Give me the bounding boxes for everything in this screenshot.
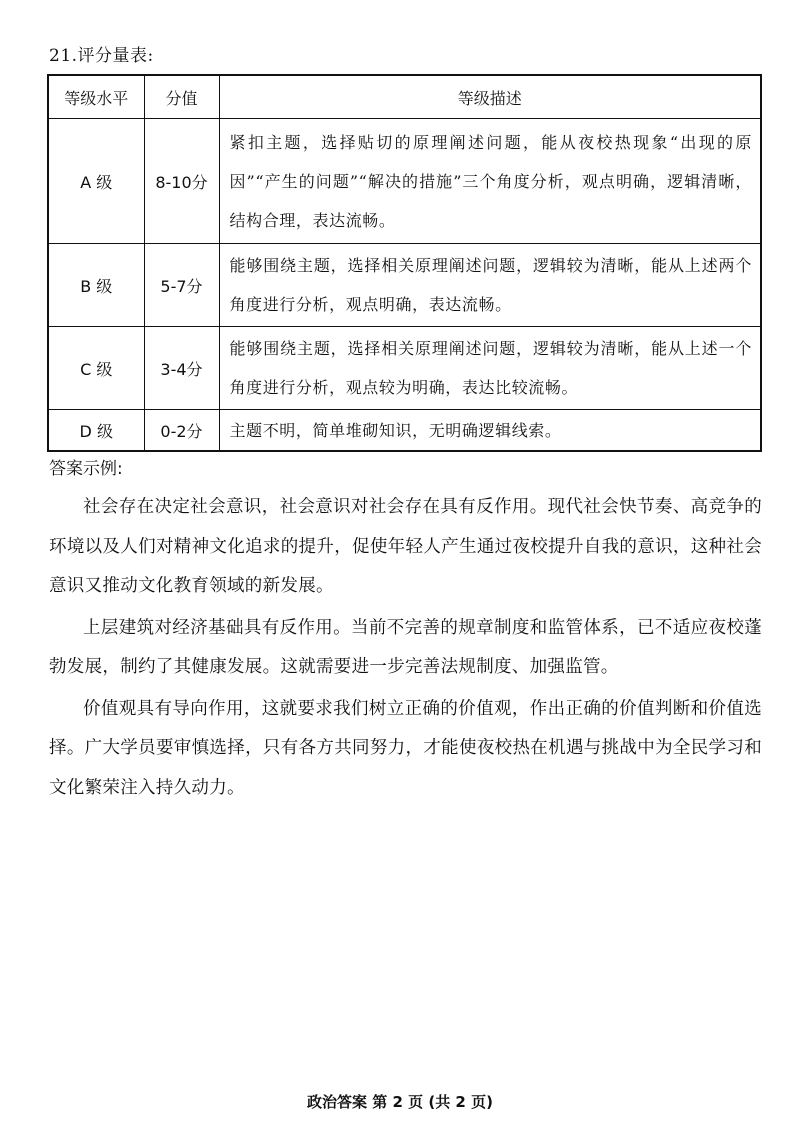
question-title: 21.评分量表: [49,46,154,66]
answer-example-label: 答案示例: [49,459,123,479]
header-score: 分值 [144,75,219,119]
level-cell: C 级 [48,327,144,410]
rubric-table [47,74,762,452]
table-row [48,327,761,410]
table-row [48,410,761,452]
header-description: 等级描述 [219,75,761,119]
table-row [48,119,761,244]
description-cell: 能够围绕主题，选择相关原理阐述问题，逻辑较为清晰，能从上述两个角度进行分析，观点明确，表达流畅。 [219,244,761,327]
answer-example-body [49,488,762,810]
answer-paragraph: 上层建筑对经济基础具有反作用。当前不完善的规章制度和监管体系，已不适应夜校蓬勃发展，制约了其健康发展。这就需要进一步完善法规制度、加强监管。 [49,617,762,677]
score-cell: 5-7分 [144,244,219,327]
header-level: 等级水平 [48,75,144,119]
table-header-row [48,75,761,119]
score-cell: 0-2分 [144,410,219,452]
description-cell: 主题不明，简单堆砌知识，无明确逻辑线索。 [219,410,761,452]
level-cell: A 级 [48,119,144,244]
level-cell: B 级 [48,244,144,327]
answer-paragraph: 社会存在决定社会意识，社会意识对社会存在具有反作用。现代社会快节奏、高竞争的环境以及人们对精神文化追求的提升，促使年轻人产生通过夜校提升自我的意识，这种社会意识又推动文化教育领域的新发展。 [49,497,762,596]
table-row [48,244,761,327]
level-cell: D 级 [48,410,144,452]
description-cell: 紧扣主题，选择贴切的原理阐述问题，能从夜校热现象“出现的原因”“产生的问题”“解决的措施”三个角度分析，观点明确，逻辑清晰，结构合理，表达流畅。 [219,119,761,244]
page-footer: 政治答案 第 2 页 (共 2 页) [307,1093,493,1111]
answer-paragraph: 价值观具有导向作用，这就要求我们树立正确的价值观，作出正确的价值判断和价值选择。广大学员要审慎选择，只有各方共同努力，才能使夜校热在机遇与挑战中为全民学习和文化繁荣注入持久动力。 [49,698,762,798]
description-cell: 能够围绕主题，选择相关原理阐述问题，逻辑较为清晰，能从上述一个角度进行分析，观点较为明确，表达比较流畅。 [219,327,761,410]
score-cell: 8-10分 [144,119,219,244]
score-cell: 3-4分 [144,327,219,410]
